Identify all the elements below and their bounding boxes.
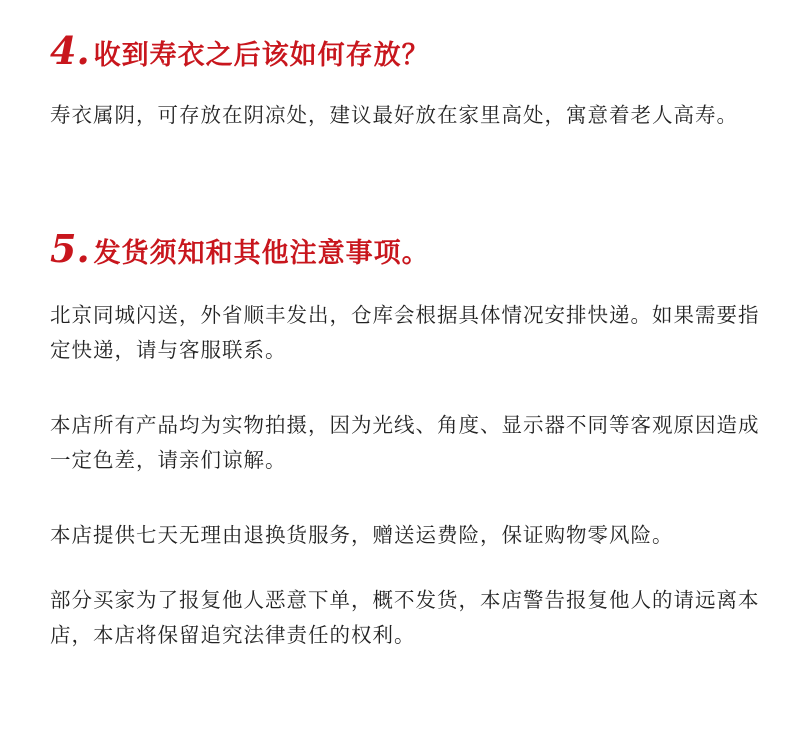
section-5-paragraph-3: 本店提供七天无理由退换货服务，赠送运费险，保证购物零风险。 [50, 523, 674, 547]
section-4-paragraph-1: 寿衣属阴，可存放在阴凉处，建议最好放在家里高处，寓意着老人高寿。 [50, 103, 738, 127]
section-4-number: 4. [50, 28, 90, 73]
section-5-paragraph-4: 部分买家为了报复他人恶意下单，概不发货，本店警告报复他人的请远离本店，本店将保留追究法律责任的权利。 [50, 588, 760, 647]
section-5-paragraph-2: 本店所有产品均为实物拍摄，因为光线、角度、显示器不同等客观原因造成一定色差，请亲们谅解。 [50, 413, 760, 472]
section-5-title: 发货须知和其他注意事项。 [93, 238, 430, 269]
section-4-heading [50, 28, 430, 73]
section-5-number: 5. [50, 226, 90, 271]
section-5-heading [50, 226, 430, 271]
section-4-title: 收到寿衣之后该如何存放？ [93, 40, 430, 71]
section-5-paragraph-1: 北京同城闪送，外省顺丰发出，仓库会根据具体情况安排快递。如果需要指定快递，请与客服联系。 [50, 303, 760, 362]
